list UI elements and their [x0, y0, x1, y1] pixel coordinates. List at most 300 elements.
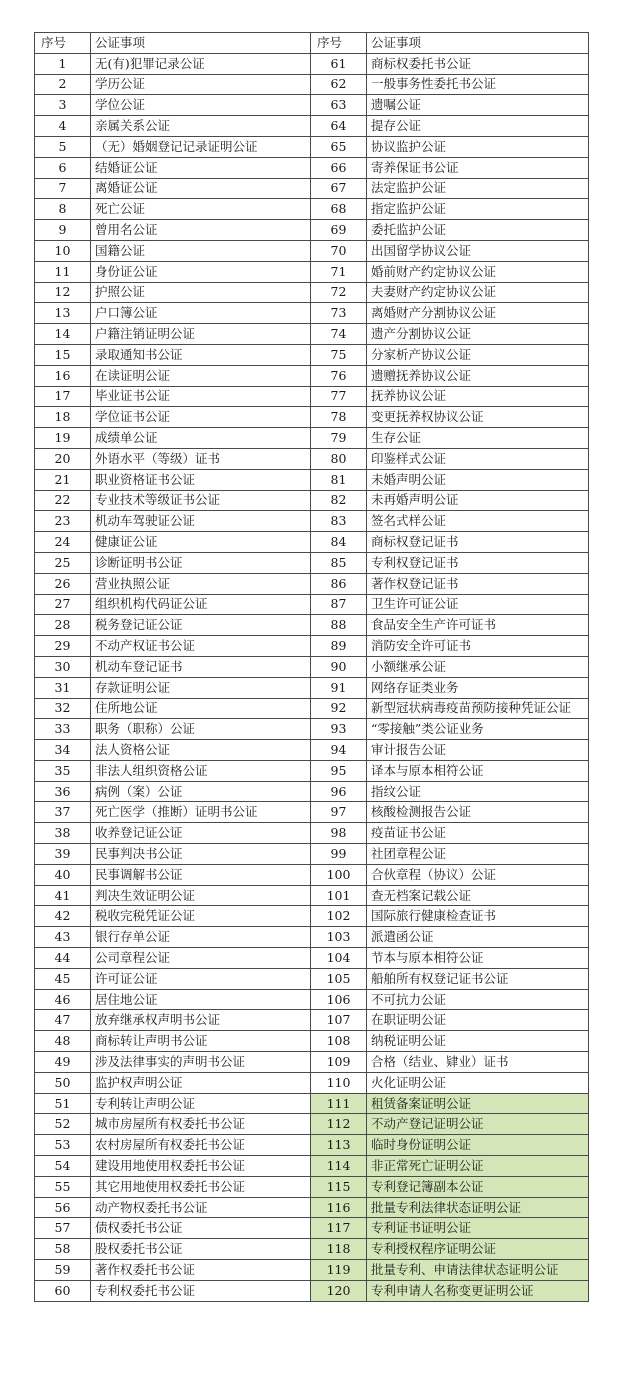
item-name: 法定监护公证 [367, 178, 589, 199]
header-item-right: 公证事项 [367, 33, 589, 54]
item-number: 82 [311, 490, 367, 511]
table-row [35, 948, 589, 969]
table-row [35, 760, 589, 781]
item-number: 23 [35, 511, 91, 532]
item-number: 27 [35, 594, 91, 615]
item-name: 涉及法律事实的声明书公证 [91, 1052, 311, 1073]
item-name: 消防安全许可证书 [367, 636, 589, 657]
item-name: 遗产分割协议公证 [367, 324, 589, 345]
item-number: 32 [35, 698, 91, 719]
item-number: 68 [311, 199, 367, 220]
item-number: 94 [311, 740, 367, 761]
header-seq-left: 序号 [35, 33, 91, 54]
table-row [35, 178, 589, 199]
item-name: 查无档案记载公证 [367, 885, 589, 906]
item-name: 户口簿公证 [91, 303, 311, 324]
table-row [35, 407, 589, 428]
item-name: 学位证书公证 [91, 407, 311, 428]
item-number: 95 [311, 760, 367, 781]
item-name: 专利证书证明公证 [367, 1218, 589, 1239]
item-name: 民事判决书公证 [91, 844, 311, 865]
item-name: 国籍公证 [91, 240, 311, 261]
item-name: 船舶所有权登记证书公证 [367, 968, 589, 989]
item-name: 离婚证公证 [91, 178, 311, 199]
item-number: 55 [35, 1176, 91, 1197]
table-row [35, 469, 589, 490]
table-row [35, 573, 589, 594]
item-number: 16 [35, 365, 91, 386]
item-name: 印鉴样式公证 [367, 448, 589, 469]
item-name: 节本与原本相符公证 [367, 948, 589, 969]
table-row [35, 511, 589, 532]
item-name: 存款证明公证 [91, 677, 311, 698]
item-number: 111 [311, 1093, 367, 1114]
item-number: 110 [311, 1072, 367, 1093]
item-number: 25 [35, 552, 91, 573]
item-name: 结婚证公证 [91, 157, 311, 178]
item-name: 专业技术等级证书公证 [91, 490, 311, 511]
item-name: 指纹公证 [367, 781, 589, 802]
item-number: 34 [35, 740, 91, 761]
item-name: 社团章程公证 [367, 844, 589, 865]
item-name: 死亡公证 [91, 199, 311, 220]
item-name: 机动车登记证书 [91, 656, 311, 677]
item-number: 42 [35, 906, 91, 927]
item-number: 39 [35, 844, 91, 865]
table-body [35, 53, 589, 1301]
item-number: 61 [311, 53, 367, 74]
item-number: 47 [35, 1010, 91, 1031]
table-row [35, 448, 589, 469]
table-row [35, 532, 589, 553]
table-row [35, 552, 589, 573]
item-number: 17 [35, 386, 91, 407]
item-name: 商标权委托书公证 [367, 53, 589, 74]
item-name: 学位公证 [91, 95, 311, 116]
item-name: 婚前财产约定协议公证 [367, 261, 589, 282]
item-number: 11 [35, 261, 91, 282]
item-number: 26 [35, 573, 91, 594]
item-number: 5 [35, 136, 91, 157]
item-name: 无(有)犯罪记录公证 [91, 53, 311, 74]
item-name: 在职证明公证 [367, 1010, 589, 1031]
table-row [35, 1239, 589, 1260]
item-name: 协议监护公证 [367, 136, 589, 157]
table-row [35, 240, 589, 261]
item-name: 债权委托书公证 [91, 1218, 311, 1239]
table-row [35, 1176, 589, 1197]
item-number: 69 [311, 220, 367, 241]
item-number: 85 [311, 552, 367, 573]
item-name: 不可抗力公证 [367, 989, 589, 1010]
item-number: 73 [311, 303, 367, 324]
item-name: 税务登记证公证 [91, 615, 311, 636]
item-number: 86 [311, 573, 367, 594]
item-number: 118 [311, 1239, 367, 1260]
item-number: 106 [311, 989, 367, 1010]
table-row [35, 116, 589, 137]
item-name: 审计报告公证 [367, 740, 589, 761]
item-number: 66 [311, 157, 367, 178]
item-number: 120 [311, 1280, 367, 1301]
item-number: 50 [35, 1072, 91, 1093]
item-name: 不动产登记证明公证 [367, 1114, 589, 1135]
item-name: 遗赠抚养协议公证 [367, 365, 589, 386]
item-name: 动产物权委托书公证 [91, 1197, 311, 1218]
item-name: 合伙章程（协议）公证 [367, 864, 589, 885]
item-name: 职务（职称）公证 [91, 719, 311, 740]
table-row [35, 282, 589, 303]
item-name: 非法人组织资格公证 [91, 760, 311, 781]
item-name: 民事调解书公证 [91, 864, 311, 885]
table-row [35, 823, 589, 844]
item-name: 股权委托书公证 [91, 1239, 311, 1260]
item-number: 28 [35, 615, 91, 636]
item-name: 非正常死亡证明公证 [367, 1156, 589, 1177]
table-row [35, 615, 589, 636]
item-number: 12 [35, 282, 91, 303]
item-number: 18 [35, 407, 91, 428]
item-number: 31 [35, 677, 91, 698]
item-number: 100 [311, 864, 367, 885]
item-name: 曾用名公证 [91, 220, 311, 241]
item-number: 2 [35, 74, 91, 95]
item-number: 89 [311, 636, 367, 657]
table-row [35, 1280, 589, 1301]
item-number: 75 [311, 344, 367, 365]
item-number: 33 [35, 719, 91, 740]
item-number: 74 [311, 324, 367, 345]
item-number: 7 [35, 178, 91, 199]
item-number: 67 [311, 178, 367, 199]
item-name: 专利权登记证书 [367, 552, 589, 573]
table-row [35, 324, 589, 345]
table-row [35, 1072, 589, 1093]
item-name: 寄养保证书公证 [367, 157, 589, 178]
item-number: 53 [35, 1135, 91, 1156]
table-row [35, 490, 589, 511]
table-row [35, 386, 589, 407]
item-number: 119 [311, 1260, 367, 1281]
item-name: 分家析产协议公证 [367, 344, 589, 365]
item-name: 城市房屋所有权委托书公证 [91, 1114, 311, 1135]
item-name: 指定监护公证 [367, 199, 589, 220]
item-name: 身份证公证 [91, 261, 311, 282]
item-number: 65 [311, 136, 367, 157]
table-row [35, 157, 589, 178]
item-number: 59 [35, 1260, 91, 1281]
table-row [35, 802, 589, 823]
table-row [35, 365, 589, 386]
item-number: 58 [35, 1239, 91, 1260]
table-row [35, 989, 589, 1010]
item-number: 22 [35, 490, 91, 511]
table-row [35, 677, 589, 698]
item-name: 不动产权证书公证 [91, 636, 311, 657]
table-row [35, 594, 589, 615]
notary-items-table [34, 32, 589, 1302]
table-row [35, 1052, 589, 1073]
item-name: 火化证明公证 [367, 1072, 589, 1093]
item-number: 3 [35, 95, 91, 116]
table-row [35, 344, 589, 365]
table-row [35, 1031, 589, 1052]
item-number: 77 [311, 386, 367, 407]
item-name: 商标转让声明书公证 [91, 1031, 311, 1052]
item-number: 102 [311, 906, 367, 927]
item-number: 64 [311, 116, 367, 137]
item-name: 在读证明公证 [91, 365, 311, 386]
item-name: 放弃继承权声明书公证 [91, 1010, 311, 1031]
item-name: 临时身份证明公证 [367, 1135, 589, 1156]
item-name: 卫生许可证公证 [367, 594, 589, 615]
item-number: 4 [35, 116, 91, 137]
table-row [35, 1197, 589, 1218]
item-name: 商标权登记证书 [367, 532, 589, 553]
item-number: 6 [35, 157, 91, 178]
item-name: 夫妻财产约定协议公证 [367, 282, 589, 303]
item-number: 104 [311, 948, 367, 969]
item-number: 63 [311, 95, 367, 116]
item-name: 组织机构代码证公证 [91, 594, 311, 615]
item-name: 居住地公证 [91, 989, 311, 1010]
item-number: 92 [311, 698, 367, 719]
table-row [35, 1260, 589, 1281]
item-name: 专利授权程序证明公证 [367, 1239, 589, 1260]
item-number: 8 [35, 199, 91, 220]
table-row [35, 968, 589, 989]
item-number: 21 [35, 469, 91, 490]
item-name: 健康证公证 [91, 532, 311, 553]
item-name: 纳税证明公证 [367, 1031, 589, 1052]
item-name: 网络存证类业务 [367, 677, 589, 698]
item-number: 46 [35, 989, 91, 1010]
item-number: 10 [35, 240, 91, 261]
item-number: 1 [35, 53, 91, 74]
item-number: 49 [35, 1052, 91, 1073]
item-name: 小额继承公证 [367, 656, 589, 677]
item-name: 毕业证书公证 [91, 386, 311, 407]
item-number: 79 [311, 428, 367, 449]
item-number: 48 [35, 1031, 91, 1052]
item-name: 著作权登记证书 [367, 573, 589, 594]
item-name: 录取通知书公证 [91, 344, 311, 365]
item-number: 60 [35, 1280, 91, 1301]
item-number: 76 [311, 365, 367, 386]
table-row [35, 927, 589, 948]
item-name: 核酸检测报告公证 [367, 802, 589, 823]
item-name: 营业执照公证 [91, 573, 311, 594]
item-number: 41 [35, 885, 91, 906]
item-number: 115 [311, 1176, 367, 1197]
item-name: 收养登记证公证 [91, 823, 311, 844]
item-name: 食品安全生产许可证书 [367, 615, 589, 636]
item-number: 91 [311, 677, 367, 698]
table-row [35, 261, 589, 282]
item-name: 租赁备案证明公证 [367, 1093, 589, 1114]
item-number: 52 [35, 1114, 91, 1135]
item-name: 出国留学协议公证 [367, 240, 589, 261]
item-number: 51 [35, 1093, 91, 1114]
item-number: 98 [311, 823, 367, 844]
item-name: 专利转让声明公证 [91, 1093, 311, 1114]
item-name: 批量专利法律状态证明公证 [367, 1197, 589, 1218]
table-row [35, 74, 589, 95]
item-number: 13 [35, 303, 91, 324]
item-number: 97 [311, 802, 367, 823]
item-number: 84 [311, 532, 367, 553]
item-name: 离婚财产分割协议公证 [367, 303, 589, 324]
item-number: 87 [311, 594, 367, 615]
item-number: 88 [311, 615, 367, 636]
item-number: 15 [35, 344, 91, 365]
item-name: 抚养协议公证 [367, 386, 589, 407]
table-row [35, 1156, 589, 1177]
table-row [35, 885, 589, 906]
item-number: 80 [311, 448, 367, 469]
item-number: 103 [311, 927, 367, 948]
table-row [35, 781, 589, 802]
item-name: 签名式样公证 [367, 511, 589, 532]
item-number: 24 [35, 532, 91, 553]
item-name: 税收完税凭证公证 [91, 906, 311, 927]
item-number: 109 [311, 1052, 367, 1073]
item-name: 其它用地使用权委托书公证 [91, 1176, 311, 1197]
item-number: 36 [35, 781, 91, 802]
item-number: 101 [311, 885, 367, 906]
item-number: 107 [311, 1010, 367, 1031]
item-name: 公司章程公证 [91, 948, 311, 969]
item-name: 外语水平（等级）证书 [91, 448, 311, 469]
item-name: 法人资格公证 [91, 740, 311, 761]
item-number: 114 [311, 1156, 367, 1177]
item-number: 116 [311, 1197, 367, 1218]
item-number: 19 [35, 428, 91, 449]
item-name: 护照公证 [91, 282, 311, 303]
item-number: 56 [35, 1197, 91, 1218]
item-number: 35 [35, 760, 91, 781]
item-name: 银行存单公证 [91, 927, 311, 948]
item-name: 专利权委托书公证 [91, 1280, 311, 1301]
table-row [35, 303, 589, 324]
item-name: 一般事务性委托书公证 [367, 74, 589, 95]
item-number: 71 [311, 261, 367, 282]
item-number: 81 [311, 469, 367, 490]
item-name: 机动车驾驶证公证 [91, 511, 311, 532]
item-number: 99 [311, 844, 367, 865]
item-number: 90 [311, 656, 367, 677]
table-row [35, 428, 589, 449]
item-number: 83 [311, 511, 367, 532]
item-number: 40 [35, 864, 91, 885]
item-number: 14 [35, 324, 91, 345]
table-row [35, 53, 589, 74]
item-name: 专利申请人名称变更证明公证 [367, 1280, 589, 1301]
item-name: 遗嘱公证 [367, 95, 589, 116]
item-name: 专利登记簿副本公证 [367, 1176, 589, 1197]
item-name: 未婚声明公证 [367, 469, 589, 490]
item-name: 监护权声明公证 [91, 1072, 311, 1093]
item-name: 译本与原本相符公证 [367, 760, 589, 781]
item-number: 29 [35, 636, 91, 657]
item-name: 疫苗证书公证 [367, 823, 589, 844]
table-row [35, 95, 589, 116]
table-row [35, 906, 589, 927]
table-row [35, 844, 589, 865]
table-row [35, 199, 589, 220]
item-name: “零接触”类公证业务 [367, 719, 589, 740]
table-row [35, 656, 589, 677]
item-name: 批量专利、申请法律状态证明公证 [367, 1260, 589, 1281]
item-number: 45 [35, 968, 91, 989]
table-row [35, 1093, 589, 1114]
table-row [35, 636, 589, 657]
item-number: 105 [311, 968, 367, 989]
table-row [35, 864, 589, 885]
item-number: 30 [35, 656, 91, 677]
table-row [35, 1135, 589, 1156]
table-row [35, 220, 589, 241]
item-name: 学历公证 [91, 74, 311, 95]
item-name: 判决生效证明公证 [91, 885, 311, 906]
item-name: 亲属关系公证 [91, 116, 311, 137]
item-number: 70 [311, 240, 367, 261]
item-name: 病例（案）公证 [91, 781, 311, 802]
item-number: 44 [35, 948, 91, 969]
item-name: 许可证公证 [91, 968, 311, 989]
item-number: 57 [35, 1218, 91, 1239]
item-name: 住所地公证 [91, 698, 311, 719]
item-number: 117 [311, 1218, 367, 1239]
item-number: 9 [35, 220, 91, 241]
item-number: 108 [311, 1031, 367, 1052]
header-item-left: 公证事项 [91, 33, 311, 54]
item-name: 农村房屋所有权委托书公证 [91, 1135, 311, 1156]
item-name: 未再婚声明公证 [367, 490, 589, 511]
item-number: 54 [35, 1156, 91, 1177]
table-row [35, 1114, 589, 1135]
item-name: 建设用地使用权委托书公证 [91, 1156, 311, 1177]
item-name: 派遣函公证 [367, 927, 589, 948]
item-name: 诊断证明书公证 [91, 552, 311, 573]
item-number: 38 [35, 823, 91, 844]
table-row [35, 719, 589, 740]
table-row [35, 1010, 589, 1031]
table-row [35, 740, 589, 761]
item-name: （无）婚姻登记记录证明公证 [91, 136, 311, 157]
item-number: 37 [35, 802, 91, 823]
table-row [35, 136, 589, 157]
item-name: 职业资格证书公证 [91, 469, 311, 490]
item-number: 43 [35, 927, 91, 948]
item-number: 96 [311, 781, 367, 802]
item-name: 合格（结业、肄业）证书 [367, 1052, 589, 1073]
item-name: 新型冠状病毒疫苗预防接种凭证公证 [367, 698, 589, 719]
item-number: 112 [311, 1114, 367, 1135]
item-number: 72 [311, 282, 367, 303]
header-seq-right: 序号 [311, 33, 367, 54]
item-number: 78 [311, 407, 367, 428]
item-name: 成绩单公证 [91, 428, 311, 449]
item-number: 93 [311, 719, 367, 740]
table-row [35, 698, 589, 719]
table-row [35, 1218, 589, 1239]
item-name: 变更抚养权协议公证 [367, 407, 589, 428]
item-number: 62 [311, 74, 367, 95]
item-name: 提存公证 [367, 116, 589, 137]
item-name: 国际旅行健康检查证书 [367, 906, 589, 927]
item-name: 死亡医学（推断）证明书公证 [91, 802, 311, 823]
